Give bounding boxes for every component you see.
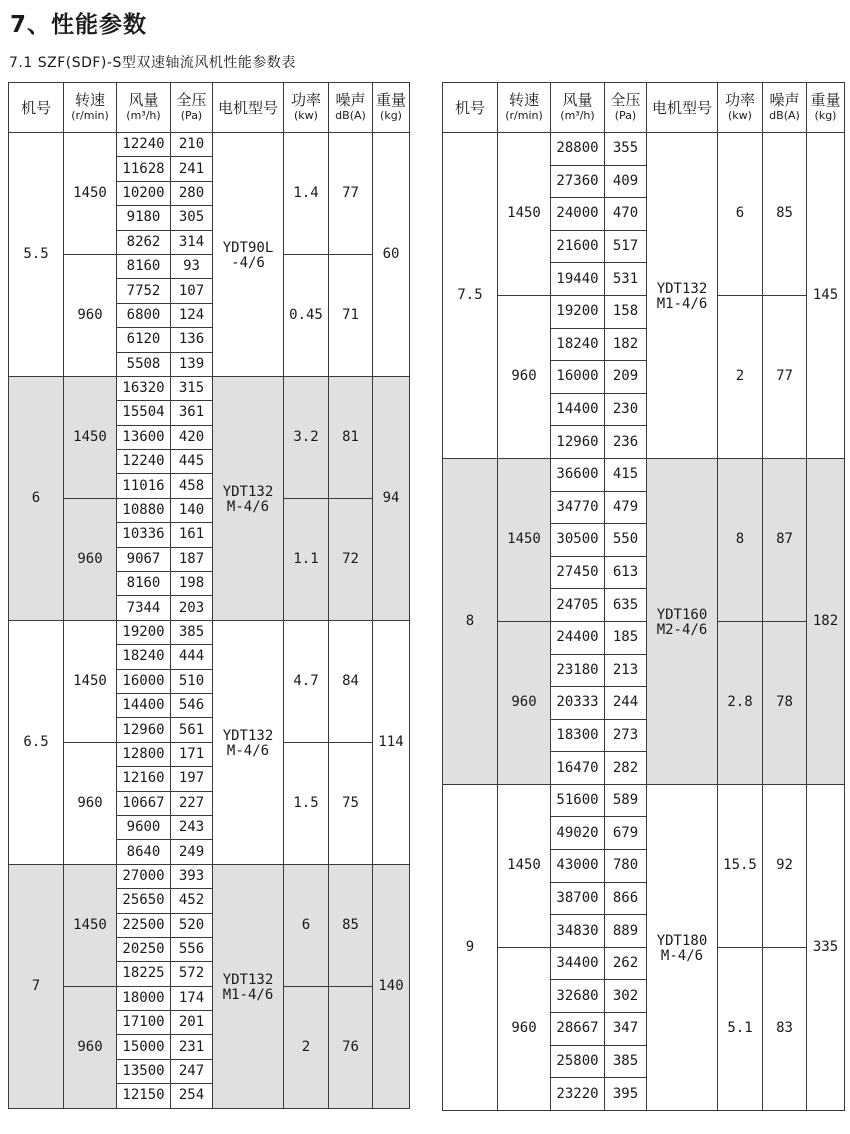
weight-header bbox=[807, 83, 845, 133]
flow-value: 17100 bbox=[117, 1011, 171, 1035]
flow-value: 8160 bbox=[117, 254, 171, 278]
flow-value: 15000 bbox=[117, 1035, 171, 1059]
pressure-value: 187 bbox=[171, 547, 213, 571]
flow-value: 12960 bbox=[551, 426, 605, 459]
speed-header-unit: (r/min) bbox=[505, 108, 543, 122]
motor-header bbox=[213, 83, 284, 133]
power-header-label: 功率 bbox=[724, 90, 755, 109]
pressure-value: 546 bbox=[171, 693, 213, 717]
pressure-value: 420 bbox=[171, 425, 213, 449]
power-header bbox=[284, 83, 329, 133]
flow-value: 19440 bbox=[551, 263, 605, 296]
pressure-value: 185 bbox=[605, 621, 647, 654]
speed-header-label: 转速 bbox=[74, 90, 105, 109]
table-row bbox=[443, 621, 845, 654]
pressure-value: 262 bbox=[605, 947, 647, 980]
flow-value: 18225 bbox=[117, 962, 171, 986]
flow-value: 18000 bbox=[117, 986, 171, 1010]
motor-model-line: M-4/6 bbox=[660, 947, 704, 964]
flow-value: 6800 bbox=[117, 303, 171, 327]
motor-model bbox=[647, 458, 718, 784]
weight-header-unit: (kg) bbox=[380, 108, 402, 122]
weight-value: 145 bbox=[807, 133, 845, 459]
pressure-value: 210 bbox=[171, 133, 213, 157]
fan-model-number: 6 bbox=[9, 376, 64, 620]
flow-value: 12240 bbox=[117, 133, 171, 157]
flow-value: 8160 bbox=[117, 572, 171, 596]
pressure-header-label: 全压 bbox=[176, 90, 207, 109]
flow-value: 13500 bbox=[117, 1059, 171, 1083]
pressure-value: 198 bbox=[171, 572, 213, 596]
flow-value: 11628 bbox=[117, 157, 171, 181]
flow-header bbox=[551, 83, 605, 133]
power-header bbox=[718, 83, 763, 133]
motor-model bbox=[213, 620, 284, 864]
table-row bbox=[9, 133, 410, 157]
flow-header-label: 风量 bbox=[562, 90, 593, 109]
speed-header-unit: (r/min) bbox=[71, 108, 109, 122]
flow-value: 7344 bbox=[117, 596, 171, 620]
flow-value: 9180 bbox=[117, 206, 171, 230]
table-row bbox=[9, 254, 410, 278]
table-row bbox=[443, 784, 845, 817]
pressure-header-label: 全压 bbox=[610, 90, 641, 109]
noise-value: 85 bbox=[329, 864, 373, 986]
speed-header bbox=[64, 83, 117, 133]
flow-value: 30500 bbox=[551, 524, 605, 557]
pressure-value: 227 bbox=[171, 791, 213, 815]
flow-value: 25650 bbox=[117, 889, 171, 913]
speed-header-label: 转速 bbox=[508, 90, 539, 109]
noise-value: 77 bbox=[329, 133, 373, 255]
flow-value: 27450 bbox=[551, 556, 605, 589]
flow-value: 19200 bbox=[117, 620, 171, 644]
pressure-header bbox=[605, 83, 647, 133]
pressure-value: 415 bbox=[605, 458, 647, 491]
motor-model bbox=[213, 376, 284, 620]
flow-value: 9067 bbox=[117, 547, 171, 571]
flow-value: 38700 bbox=[551, 882, 605, 915]
flow-value: 16000 bbox=[117, 669, 171, 693]
flow-value: 12150 bbox=[117, 1084, 171, 1108]
pressure-value: 385 bbox=[171, 620, 213, 644]
table-row bbox=[9, 742, 410, 766]
motor-model-line: YDT132 bbox=[222, 727, 274, 744]
power-value: 0.45 bbox=[284, 254, 329, 376]
fan-model-number: 8 bbox=[443, 458, 498, 784]
fan-model-number: 9 bbox=[443, 784, 498, 1110]
power-value: 5.1 bbox=[718, 947, 763, 1110]
pressure-value: 517 bbox=[605, 230, 647, 263]
pressure-header-unit: (Pa) bbox=[614, 108, 637, 122]
table-row bbox=[9, 376, 410, 400]
weight-value: 60 bbox=[373, 133, 410, 377]
motor-model-line: YDT132 bbox=[222, 971, 274, 988]
pressure-value: 230 bbox=[605, 393, 647, 426]
motor-model bbox=[647, 784, 718, 1110]
power-value: 6 bbox=[718, 133, 763, 296]
weight-header-label: 重量 bbox=[810, 90, 841, 109]
pressure-value: 635 bbox=[605, 589, 647, 622]
pressure-value: 182 bbox=[605, 328, 647, 361]
pressure-value: 203 bbox=[171, 596, 213, 620]
pressure-value: 361 bbox=[171, 401, 213, 425]
flow-value: 23180 bbox=[551, 654, 605, 687]
motor-model bbox=[213, 864, 284, 1108]
weight-header-label: 重量 bbox=[375, 90, 406, 109]
flow-value: 13600 bbox=[117, 425, 171, 449]
pressure-value: 561 bbox=[171, 718, 213, 742]
flow-value: 22500 bbox=[117, 913, 171, 937]
flow-value: 24400 bbox=[551, 621, 605, 654]
motor-model-line: M1-4/6 bbox=[656, 296, 708, 312]
speed-value: 1450 bbox=[498, 458, 551, 621]
pressure-value: 315 bbox=[171, 376, 213, 400]
flow-value: 25800 bbox=[551, 1045, 605, 1078]
speed-header bbox=[498, 83, 551, 133]
fan-model-number: 5.5 bbox=[9, 133, 64, 377]
power-value: 1.4 bbox=[284, 133, 329, 255]
power-header-unit: (kw) bbox=[728, 108, 752, 122]
pressure-value: 139 bbox=[171, 352, 213, 376]
pressure-value: 243 bbox=[171, 815, 213, 839]
pressure-value: 174 bbox=[171, 986, 213, 1010]
pressure-value: 140 bbox=[171, 498, 213, 522]
noise-value: 72 bbox=[329, 498, 373, 620]
pressure-value: 254 bbox=[171, 1084, 213, 1108]
motor-model-line: M2-4/6 bbox=[656, 621, 708, 638]
flow-value: 10200 bbox=[117, 181, 171, 205]
flow-value: 14400 bbox=[117, 693, 171, 717]
pressure-value: 280 bbox=[171, 181, 213, 205]
model-header bbox=[443, 83, 498, 133]
noise-value: 92 bbox=[763, 784, 807, 947]
motor-model-line: M1-4/6 bbox=[222, 986, 274, 1003]
flow-value: 51600 bbox=[551, 784, 605, 817]
power-value: 15.5 bbox=[718, 784, 763, 947]
flow-value: 6120 bbox=[117, 328, 171, 352]
weight-value: 335 bbox=[807, 784, 845, 1110]
pressure-value: 305 bbox=[171, 206, 213, 230]
motor-model-line: YDT180 bbox=[656, 932, 708, 949]
flow-value: 49020 bbox=[551, 817, 605, 850]
header-row bbox=[443, 83, 845, 133]
pressure-value: 452 bbox=[171, 889, 213, 913]
power-value: 8 bbox=[718, 458, 763, 621]
flow-value: 19200 bbox=[551, 295, 605, 328]
power-value: 3.2 bbox=[284, 376, 329, 498]
pressure-value: 213 bbox=[605, 654, 647, 687]
noise-value: 83 bbox=[763, 947, 807, 1110]
power-value: 4.7 bbox=[284, 620, 329, 742]
weight-value: 114 bbox=[373, 620, 410, 864]
flow-value: 18240 bbox=[551, 328, 605, 361]
pressure-value: 355 bbox=[605, 133, 647, 166]
speed-value: 1450 bbox=[498, 784, 551, 947]
speed-value: 1450 bbox=[64, 376, 117, 498]
speed-value: 960 bbox=[64, 498, 117, 620]
pressure-value: 409 bbox=[605, 165, 647, 198]
flow-value: 27360 bbox=[551, 165, 605, 198]
performance-table-left bbox=[8, 82, 410, 1109]
motor-model bbox=[213, 133, 284, 377]
power-value: 1.1 bbox=[284, 498, 329, 620]
flow-value: 24000 bbox=[551, 198, 605, 231]
pressure-header-unit: (Pa) bbox=[180, 108, 203, 122]
motor-model-line: -4/6 bbox=[231, 255, 265, 271]
flow-value: 43000 bbox=[551, 850, 605, 883]
pressure-value: 479 bbox=[605, 491, 647, 524]
noise-value: 78 bbox=[763, 621, 807, 784]
pressure-value: 556 bbox=[171, 937, 213, 961]
pressure-value: 445 bbox=[171, 450, 213, 474]
flow-value: 7752 bbox=[117, 279, 171, 303]
pressure-value: 244 bbox=[605, 687, 647, 720]
flow-header-unit: (m³/h) bbox=[126, 108, 161, 122]
flow-value: 16000 bbox=[551, 361, 605, 394]
table-row bbox=[443, 133, 845, 166]
pressure-value: 158 bbox=[605, 295, 647, 328]
motor-model bbox=[647, 133, 718, 459]
fan-model-number: 6.5 bbox=[9, 620, 64, 864]
flow-value: 8640 bbox=[117, 840, 171, 864]
flow-header bbox=[117, 83, 171, 133]
flow-value: 34400 bbox=[551, 947, 605, 980]
motor-model-line: YDT132 bbox=[222, 483, 274, 500]
flow-value: 18300 bbox=[551, 719, 605, 752]
motor-header-label: 电机型号 bbox=[651, 98, 712, 117]
motor-model-line: YDT90L bbox=[222, 240, 274, 256]
fan-model-number: 7.5 bbox=[443, 133, 498, 459]
speed-value: 960 bbox=[64, 254, 117, 376]
model-header-label: 机号 bbox=[20, 98, 51, 117]
speed-value: 1450 bbox=[64, 620, 117, 742]
model-header bbox=[9, 83, 64, 133]
speed-value: 960 bbox=[498, 295, 551, 458]
flow-value: 5508 bbox=[117, 352, 171, 376]
noise-value: 76 bbox=[329, 986, 373, 1108]
page-title: 7、性能参数 bbox=[10, 12, 148, 38]
noise-header-label: 噪声 bbox=[769, 90, 800, 109]
pressure-value: 395 bbox=[605, 1078, 647, 1111]
flow-value: 16470 bbox=[551, 752, 605, 785]
noise-header bbox=[329, 83, 373, 133]
table-row bbox=[443, 458, 845, 491]
pressure-value: 93 bbox=[171, 254, 213, 278]
flow-value: 12160 bbox=[117, 767, 171, 791]
speed-value: 1450 bbox=[498, 133, 551, 296]
header-row bbox=[9, 83, 410, 133]
pressure-value: 458 bbox=[171, 474, 213, 498]
pressure-header bbox=[171, 83, 213, 133]
pressure-value: 231 bbox=[171, 1035, 213, 1059]
power-value: 2.8 bbox=[718, 621, 763, 784]
motor-model-line: M-4/6 bbox=[226, 498, 270, 515]
speed-value: 960 bbox=[64, 742, 117, 864]
pressure-value: 780 bbox=[605, 850, 647, 883]
flow-value: 12960 bbox=[117, 718, 171, 742]
flow-value: 12800 bbox=[117, 742, 171, 766]
flow-value: 16320 bbox=[117, 376, 171, 400]
pressure-value: 273 bbox=[605, 719, 647, 752]
flow-header-unit: (m³/h) bbox=[560, 108, 595, 122]
noise-header-unit: dB(A) bbox=[769, 108, 800, 122]
pressure-value: 197 bbox=[171, 767, 213, 791]
pressure-value: 531 bbox=[605, 263, 647, 296]
flow-value: 27000 bbox=[117, 864, 171, 888]
table-row bbox=[9, 620, 410, 644]
noise-header bbox=[763, 83, 807, 133]
table-row bbox=[9, 986, 410, 1010]
pressure-value: 241 bbox=[171, 157, 213, 181]
fan-model-number: 7 bbox=[9, 864, 64, 1108]
noise-value: 85 bbox=[763, 133, 807, 296]
table-row bbox=[9, 498, 410, 522]
pressure-value: 589 bbox=[605, 784, 647, 817]
power-value: 2 bbox=[284, 986, 329, 1108]
table-subtitle: 7.1 SZF(SDF)-S型双速轴流风机性能参数表 bbox=[9, 55, 296, 71]
flow-value: 8262 bbox=[117, 230, 171, 254]
pressure-value: 107 bbox=[171, 279, 213, 303]
pressure-value: 347 bbox=[605, 1013, 647, 1046]
pressure-value: 393 bbox=[171, 864, 213, 888]
weight-value: 182 bbox=[807, 458, 845, 784]
flow-value: 11016 bbox=[117, 474, 171, 498]
pressure-value: 302 bbox=[605, 980, 647, 1013]
pressure-value: 249 bbox=[171, 840, 213, 864]
flow-value: 10667 bbox=[117, 791, 171, 815]
power-value: 6 bbox=[284, 864, 329, 986]
flow-value: 28667 bbox=[551, 1013, 605, 1046]
weight-value: 140 bbox=[373, 864, 410, 1108]
motor-model-line: M-4/6 bbox=[226, 742, 270, 759]
pressure-value: 282 bbox=[605, 752, 647, 785]
weight-header-unit: (kg) bbox=[814, 108, 837, 122]
flow-value: 36600 bbox=[551, 458, 605, 491]
pressure-value: 201 bbox=[171, 1011, 213, 1035]
flow-value: 9600 bbox=[117, 815, 171, 839]
pressure-value: 247 bbox=[171, 1059, 213, 1083]
motor-header bbox=[647, 83, 718, 133]
pressure-value: 314 bbox=[171, 230, 213, 254]
flow-value: 10880 bbox=[117, 498, 171, 522]
flow-value: 18240 bbox=[117, 645, 171, 669]
flow-header-label: 风量 bbox=[128, 90, 159, 109]
flow-value: 34770 bbox=[551, 491, 605, 524]
flow-value: 10336 bbox=[117, 523, 171, 547]
speed-value: 1450 bbox=[64, 133, 117, 255]
noise-value: 75 bbox=[329, 742, 373, 864]
power-header-label: 功率 bbox=[290, 90, 321, 109]
power-header-unit: (kw) bbox=[294, 108, 318, 122]
speed-value: 1450 bbox=[64, 864, 117, 986]
speed-value: 960 bbox=[498, 947, 551, 1110]
pressure-value: 470 bbox=[605, 198, 647, 231]
pressure-value: 510 bbox=[171, 669, 213, 693]
motor-model-line: YDT132 bbox=[656, 281, 708, 297]
pressure-value: 385 bbox=[605, 1045, 647, 1078]
table-row bbox=[443, 947, 845, 980]
flow-value: 24705 bbox=[551, 589, 605, 622]
noise-value: 84 bbox=[329, 620, 373, 742]
table-row bbox=[9, 864, 410, 888]
pressure-value: 209 bbox=[605, 361, 647, 394]
noise-value: 87 bbox=[763, 458, 807, 621]
pressure-value: 613 bbox=[605, 556, 647, 589]
flow-value: 23220 bbox=[551, 1078, 605, 1111]
pressure-value: 550 bbox=[605, 524, 647, 557]
weight-value: 94 bbox=[373, 376, 410, 620]
speed-value: 960 bbox=[64, 986, 117, 1108]
flow-value: 20250 bbox=[117, 937, 171, 961]
pressure-value: 161 bbox=[171, 523, 213, 547]
noise-value: 71 bbox=[329, 254, 373, 376]
table-row bbox=[443, 295, 845, 328]
flow-value: 14400 bbox=[551, 393, 605, 426]
power-value: 2 bbox=[718, 295, 763, 458]
pressure-value: 136 bbox=[171, 328, 213, 352]
pressure-value: 171 bbox=[171, 742, 213, 766]
flow-value: 12240 bbox=[117, 450, 171, 474]
pressure-value: 236 bbox=[605, 426, 647, 459]
motor-header-label: 电机型号 bbox=[217, 98, 278, 117]
noise-value: 77 bbox=[763, 295, 807, 458]
flow-value: 20333 bbox=[551, 687, 605, 720]
flow-value: 34830 bbox=[551, 915, 605, 948]
power-value: 1.5 bbox=[284, 742, 329, 864]
flow-value: 32680 bbox=[551, 980, 605, 1013]
pressure-value: 572 bbox=[171, 962, 213, 986]
flow-value: 28800 bbox=[551, 133, 605, 166]
model-header-label: 机号 bbox=[454, 98, 485, 117]
speed-value: 960 bbox=[498, 621, 551, 784]
pressure-value: 866 bbox=[605, 882, 647, 915]
pressure-value: 444 bbox=[171, 645, 213, 669]
noise-header-label: 噪声 bbox=[335, 90, 366, 109]
flow-value: 21600 bbox=[551, 230, 605, 263]
weight-header bbox=[373, 83, 410, 133]
pressure-value: 520 bbox=[171, 913, 213, 937]
flow-value: 15504 bbox=[117, 401, 171, 425]
pressure-value: 679 bbox=[605, 817, 647, 850]
pressure-value: 889 bbox=[605, 915, 647, 948]
noise-value: 81 bbox=[329, 376, 373, 498]
pressure-value: 124 bbox=[171, 303, 213, 327]
motor-model-line: YDT160 bbox=[656, 606, 708, 623]
performance-table-right bbox=[442, 82, 845, 1111]
noise-header-unit: dB(A) bbox=[335, 108, 366, 122]
